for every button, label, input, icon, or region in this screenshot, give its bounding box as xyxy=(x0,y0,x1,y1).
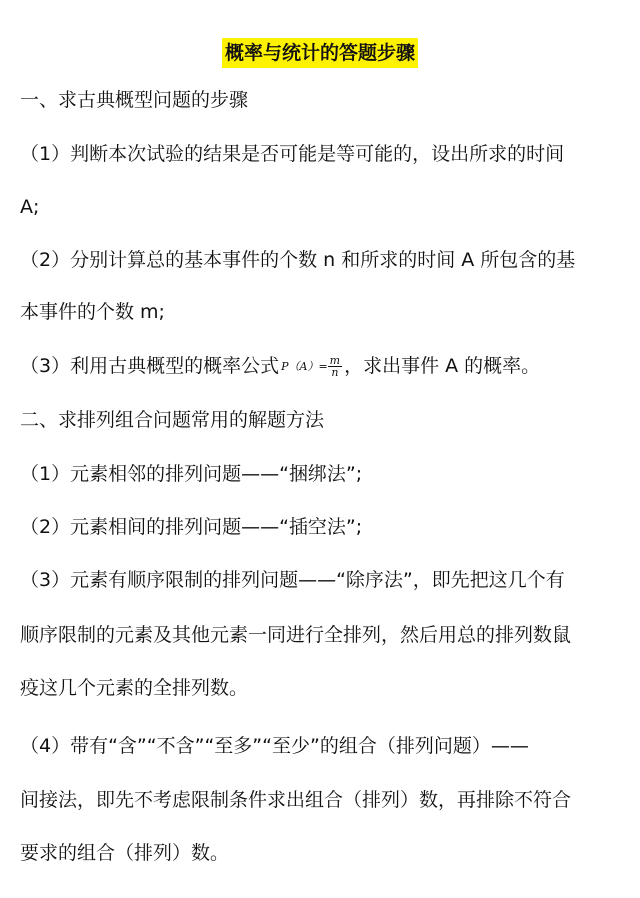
formula-numerator: m xyxy=(329,354,341,367)
page-title: 概率与统计的答题步骤 xyxy=(222,38,418,68)
formula-denominator: n xyxy=(331,366,339,379)
section1-step1-line1: （1）判断本次试验的结果是否可能是等可能的，设出所求的时间 xyxy=(20,143,565,165)
probability-formula xyxy=(281,353,342,381)
title-wrap xyxy=(0,38,640,68)
formula-fraction xyxy=(328,355,342,378)
section2-method3-line2: 顺序限制的元素及其他元素一同进行全排列，然后用总的排列数鼠 xyxy=(20,624,572,646)
section2-method3-line1: （3）元素有顺序限制的排列问题——“除序法”，即先把这几个有 xyxy=(20,569,565,591)
formula-lhs: P（A）= xyxy=(281,359,328,373)
step3-suffix: ，求出事件 A 的概率。 xyxy=(344,355,541,377)
section2-method2: （2）元素相间的排列问题——“插空法”; xyxy=(20,516,363,538)
section1-step2-line1: （2）分别计算总的基本事件的个数 n 和所求的时间 A 所包含的基 xyxy=(20,249,576,271)
section1-step2-line2: 本事件的个数 m; xyxy=(20,301,165,323)
section2-method4-line1: （4）带有“含”“不含”“至多”“至少”的组合（排列问题）—— xyxy=(20,735,529,757)
step3-prefix: （3）利用古典概型的概率公式 xyxy=(20,355,280,377)
section2-method3-line3: 疫这几个元素的全排列数。 xyxy=(20,677,249,699)
section2-method4-line3: 要求的组合（排列）数。 xyxy=(20,842,230,864)
section2-method1: （1）元素相邻的排列问题——“捆绑法”; xyxy=(20,463,363,485)
section1-heading: 一、求古典概型问题的步骤 xyxy=(20,89,249,111)
section1-step3 xyxy=(20,352,630,381)
section2-heading: 二、求排列组合问题常用的解题方法 xyxy=(20,409,325,431)
section2-method4-line2: 间接法，即先不考虑限制条件求出组合（排列）数，再排除不符合 xyxy=(20,789,572,811)
section1-step1-line2: A; xyxy=(20,196,40,218)
